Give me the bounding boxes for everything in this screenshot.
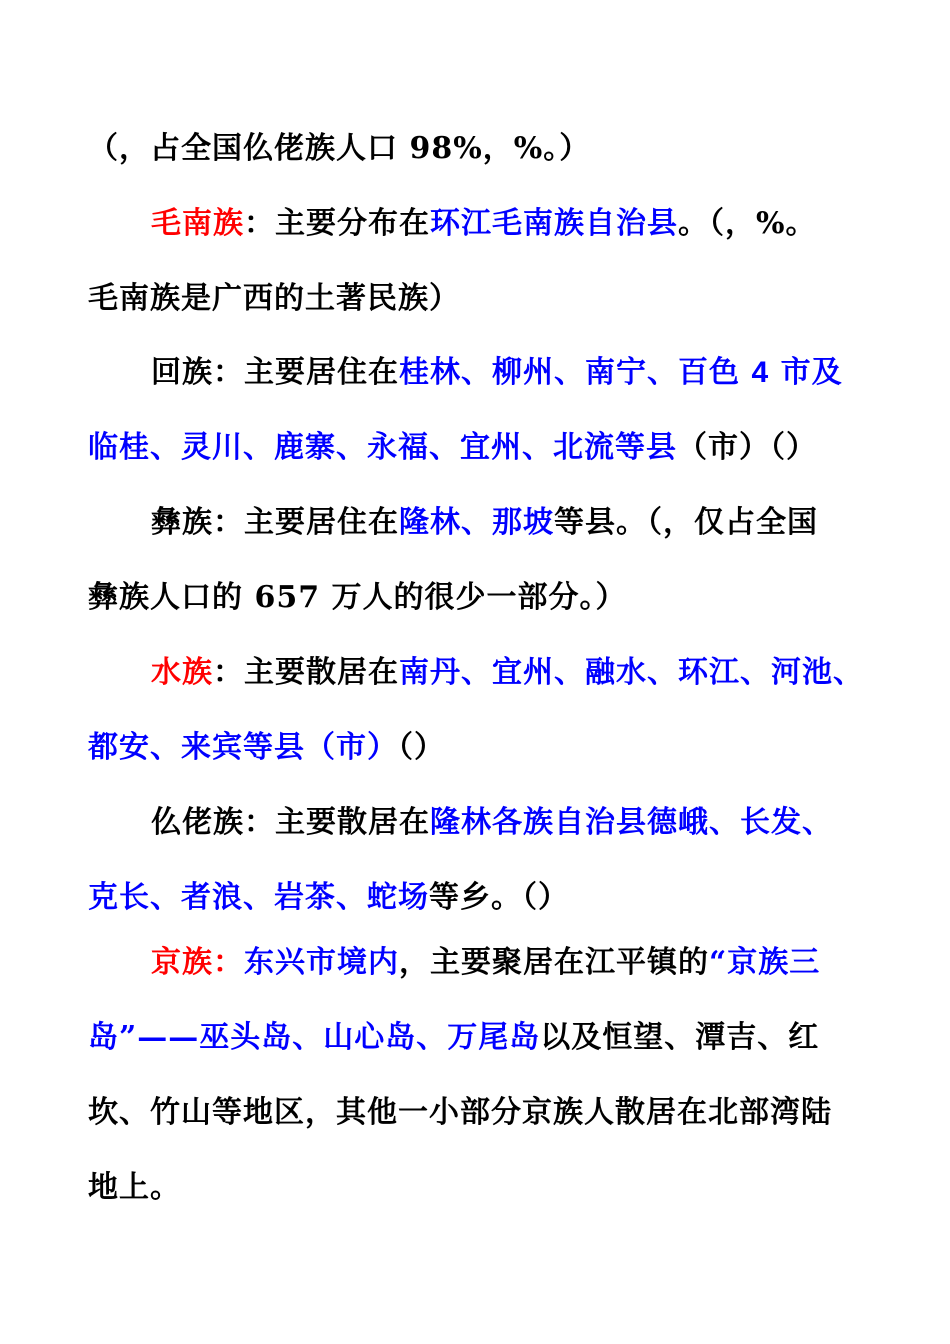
place-name: 克长、者浪、岩茶、蛇场 — [88, 880, 429, 915]
text-run: （市）（） — [677, 430, 817, 465]
text-run: ，主要聚居在江平镇的 — [399, 945, 709, 980]
text-run: 回族：主要居住在 — [151, 355, 399, 390]
text-run: 地上。 — [88, 1170, 181, 1205]
text-run: 毛南族是广西的土著民族） — [88, 281, 460, 316]
text-line-8 — [151, 653, 864, 693]
place-name: 岛”——巫头岛、山心岛、万尾岛 — [88, 1020, 541, 1055]
text-run: 。（，%。 — [678, 206, 817, 241]
text-line-3 — [88, 279, 460, 319]
place-name: “京族三 — [709, 945, 821, 980]
text-run: （） — [398, 730, 445, 765]
text-line-5 — [88, 428, 817, 468]
text-run: 坎、竹山等地区，其他一小部分京族人散居在北部湾陆 — [88, 1095, 832, 1130]
text-line-9 — [88, 728, 445, 768]
place-name: 都安、来宾等县（市） — [88, 730, 398, 765]
text-line-2 — [151, 204, 817, 244]
place-name: 环江毛南族自治县 — [430, 206, 678, 241]
text-run: ：主要散居在 — [213, 655, 399, 690]
text-run: 彝族人口的 657 万人的很少一部分。） — [88, 580, 627, 615]
text-line-6 — [151, 503, 818, 543]
text-run: 彝族：主要居住在 — [151, 505, 399, 540]
text-line-1 — [88, 129, 590, 169]
place-name: 南丹、宜州、融水、环江、河池、 — [399, 655, 864, 690]
place-name: 隆林、那坡 — [399, 505, 554, 540]
ethnic-group-shui: 水族 — [151, 655, 213, 690]
text-run: ：主要分布在 — [244, 206, 430, 241]
text-run: 仫佬族：主要散居在 — [151, 805, 430, 840]
text-run: （，占全国仫佬族人口 98%，%。） — [88, 131, 591, 166]
text-run: 以及恒望、潭吉、红 — [540, 1020, 820, 1055]
text-line-14 — [88, 1093, 832, 1133]
text-line-7 — [88, 578, 627, 618]
ethnic-group-maonan: 毛南族 — [151, 206, 244, 241]
text-line-15 — [88, 1168, 181, 1208]
place-name: 东兴市境内 — [244, 945, 399, 980]
place-count: 4 — [751, 356, 770, 389]
text-line-10 — [151, 803, 833, 843]
text-line-11 — [88, 878, 569, 918]
place-name: 临桂、灵川、鹿寨、永福、宜州、北流等县 — [88, 430, 677, 465]
place-name: 市及 — [780, 355, 843, 390]
text-line-13 — [88, 1018, 819, 1058]
text-line-12 — [151, 943, 820, 983]
text-run: 等乡。（） — [429, 880, 569, 915]
place-name: 桂林、柳州、南宁、百色 — [399, 355, 740, 390]
ethnic-group-jing: 京族： — [151, 945, 244, 980]
text-run: 等县。（，仅占全国 — [554, 505, 818, 540]
text-line-4 — [151, 353, 843, 393]
place-name: 隆林各族自治县德峨、长发、 — [430, 805, 833, 840]
